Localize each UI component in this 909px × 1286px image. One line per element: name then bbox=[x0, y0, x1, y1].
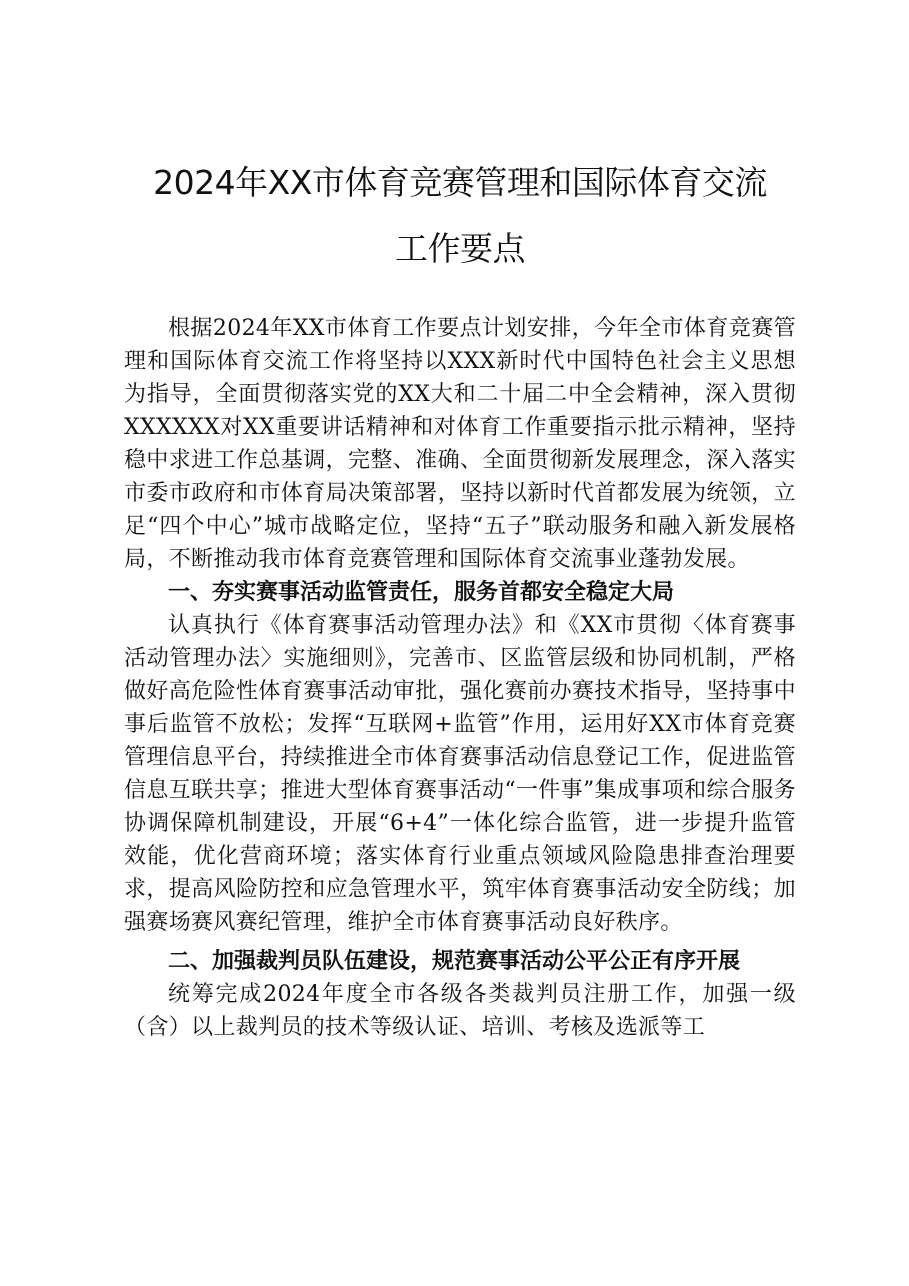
section-1-paragraph: 认真执行《体育赛事活动管理办法》和《XX市贯彻〈体育赛事活动管理办法〉实施细则》，完善市、区监管层级和协同机制，严格做好高危险性体育赛事活动审批，强化赛前办赛技术指导，坚持事中事后监管不放松；发挥“互联网+监管”作用，运用好XX市体育竞赛管理信息平台，持续推进全市体育赛事活动信息登记工作，促进监管信息互联共享；推进大型体育赛事活动“一件事”集成事项和综合服务协调保障机制建设，开展“6+4”一体化综合监管，进一步提升监管效能，优化营商环境；落实体育行业重点领域风险隐患排查治理要求，提高风险防控和应急管理水平，筑牢体育赛事活动安全防线；加强赛场赛风赛纪管理，维护全市体育赛事活动良好秩序。 bbox=[124, 613, 796, 935]
document-title bbox=[104, 150, 816, 282]
section-1-heading: 一、夯实赛事活动监管责任，服务首都安全稳定大局 bbox=[168, 580, 675, 605]
document-page bbox=[124, 150, 796, 1044]
document-body bbox=[124, 312, 796, 1044]
document-title-line-1: 2024年XX市体育竞赛管理和国际体育交流 bbox=[153, 163, 767, 202]
section-2-paragraph: 统筹完成2024年度全市各级各类裁判员注册工作，加强一级（含）以上裁判员的技术等级认证、培训、考核及选派等工 bbox=[124, 982, 796, 1040]
intro-paragraph: 根据2024年XX市体育工作要点计划安排，今年全市体育竞赛管理和国际体育交流工作将坚持以XXX新时代中国特色社会主义思想为指导，全面贯彻落实党的XX大和二十届二中全会精神，深入贯彻XXXXXX对XX重要讲话精神和对体育工作重要指示批示精神，坚持稳中求进工作总基调，完整、准确、全面贯彻新发展理念，深入落实市委市政府和市体育局决策部署，坚持以新时代首都发展为统领，立足“四个中心”城市战略定位，坚持“五子”联动服务和融入新发展格局，不断推动我市体育竞赛管理和国际体育交流事业蓬勃发展。 bbox=[124, 316, 796, 572]
document-title-line-2: 工作要点 bbox=[395, 229, 525, 268]
section-2-heading: 二、加强裁判员队伍建设，规范赛事活动公平公正有序开展 bbox=[168, 949, 741, 974]
